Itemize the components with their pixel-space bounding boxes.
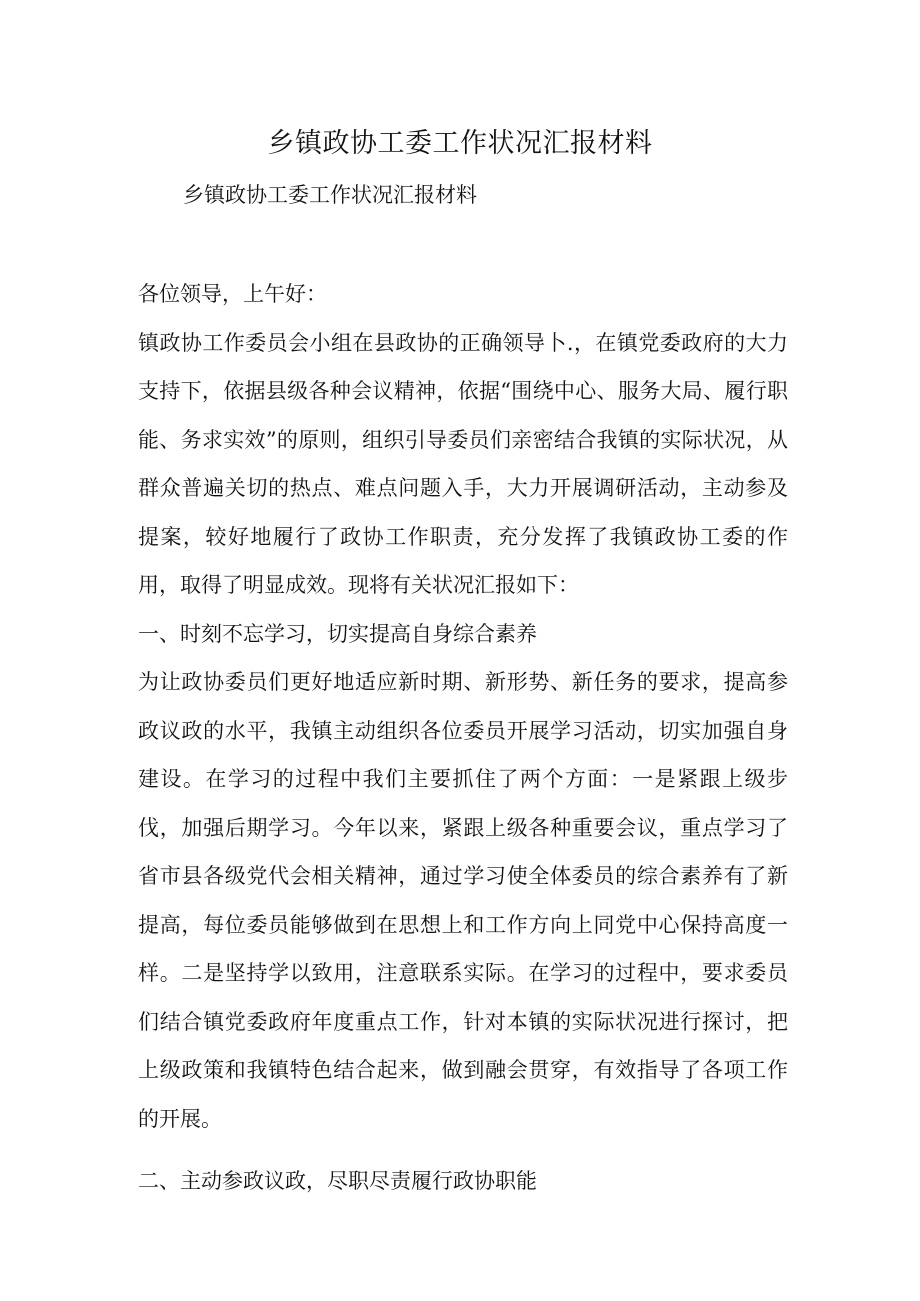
section-1-paragraph: 为让政协委员们更好地适应新时期、新形势、新任务的要求，提高参政议政的水平，我镇主动组织各位委员开展学习活动，切实加强自身建设。在学习的过程中我们主要抓住了两个方面：一是紧跟上级步伐，加强后期学习。今年以来，紧跟上级各种重要会议，重点学习了省市县各级党代会相关精神，通过学习使全体委员的综合素养有了新提高，每位委员能够做到在思想上和工作方向上同党中心保持高度一样。二是坚持学以致用，注意联系实际。在学习的过程中，要求委员们结合镇党委政府年度重点工作，针对本镇的实际状况进行探讨，把上级政策和我镇特色结合起来，做到融会贯穿，有效指导了各项工作的开展。 [138, 670, 788, 1131]
section-spacer [138, 1143, 788, 1157]
section-1-heading: 一、时刻不忘学习，切实提高自身综合素养 [138, 621, 537, 646]
intro-paragraph: 镇政协工作委员会小组在县政协的正确领导卜.，在镇党委政府的大力支持下，依据县级各种会议精神，依据“围绕中心、服务大局、履行职能、务求实效”的原则，组织引导委员们亲密结合我镇的实际状况，从群众普遍关切的热点、难点问题入手，大力开展调研活动，主动参及提案，较好地履行了政协工作职责，充分发挥了我镇政协工委的作用，取得了明显成效。现将有关状况汇报如下： [138, 330, 788, 597]
document-body [138, 270, 788, 1206]
section-2-heading: 二、主动参政议政，尽职尽责履行政协职能 [138, 1169, 537, 1193]
greeting-paragraph: 各位领导，上午好： [138, 282, 327, 306]
document-subtitle: 乡镇政协工委工作状况汇报材料 [183, 183, 477, 207]
document-title: 乡镇政协工委工作状况汇报材料 [267, 128, 653, 159]
